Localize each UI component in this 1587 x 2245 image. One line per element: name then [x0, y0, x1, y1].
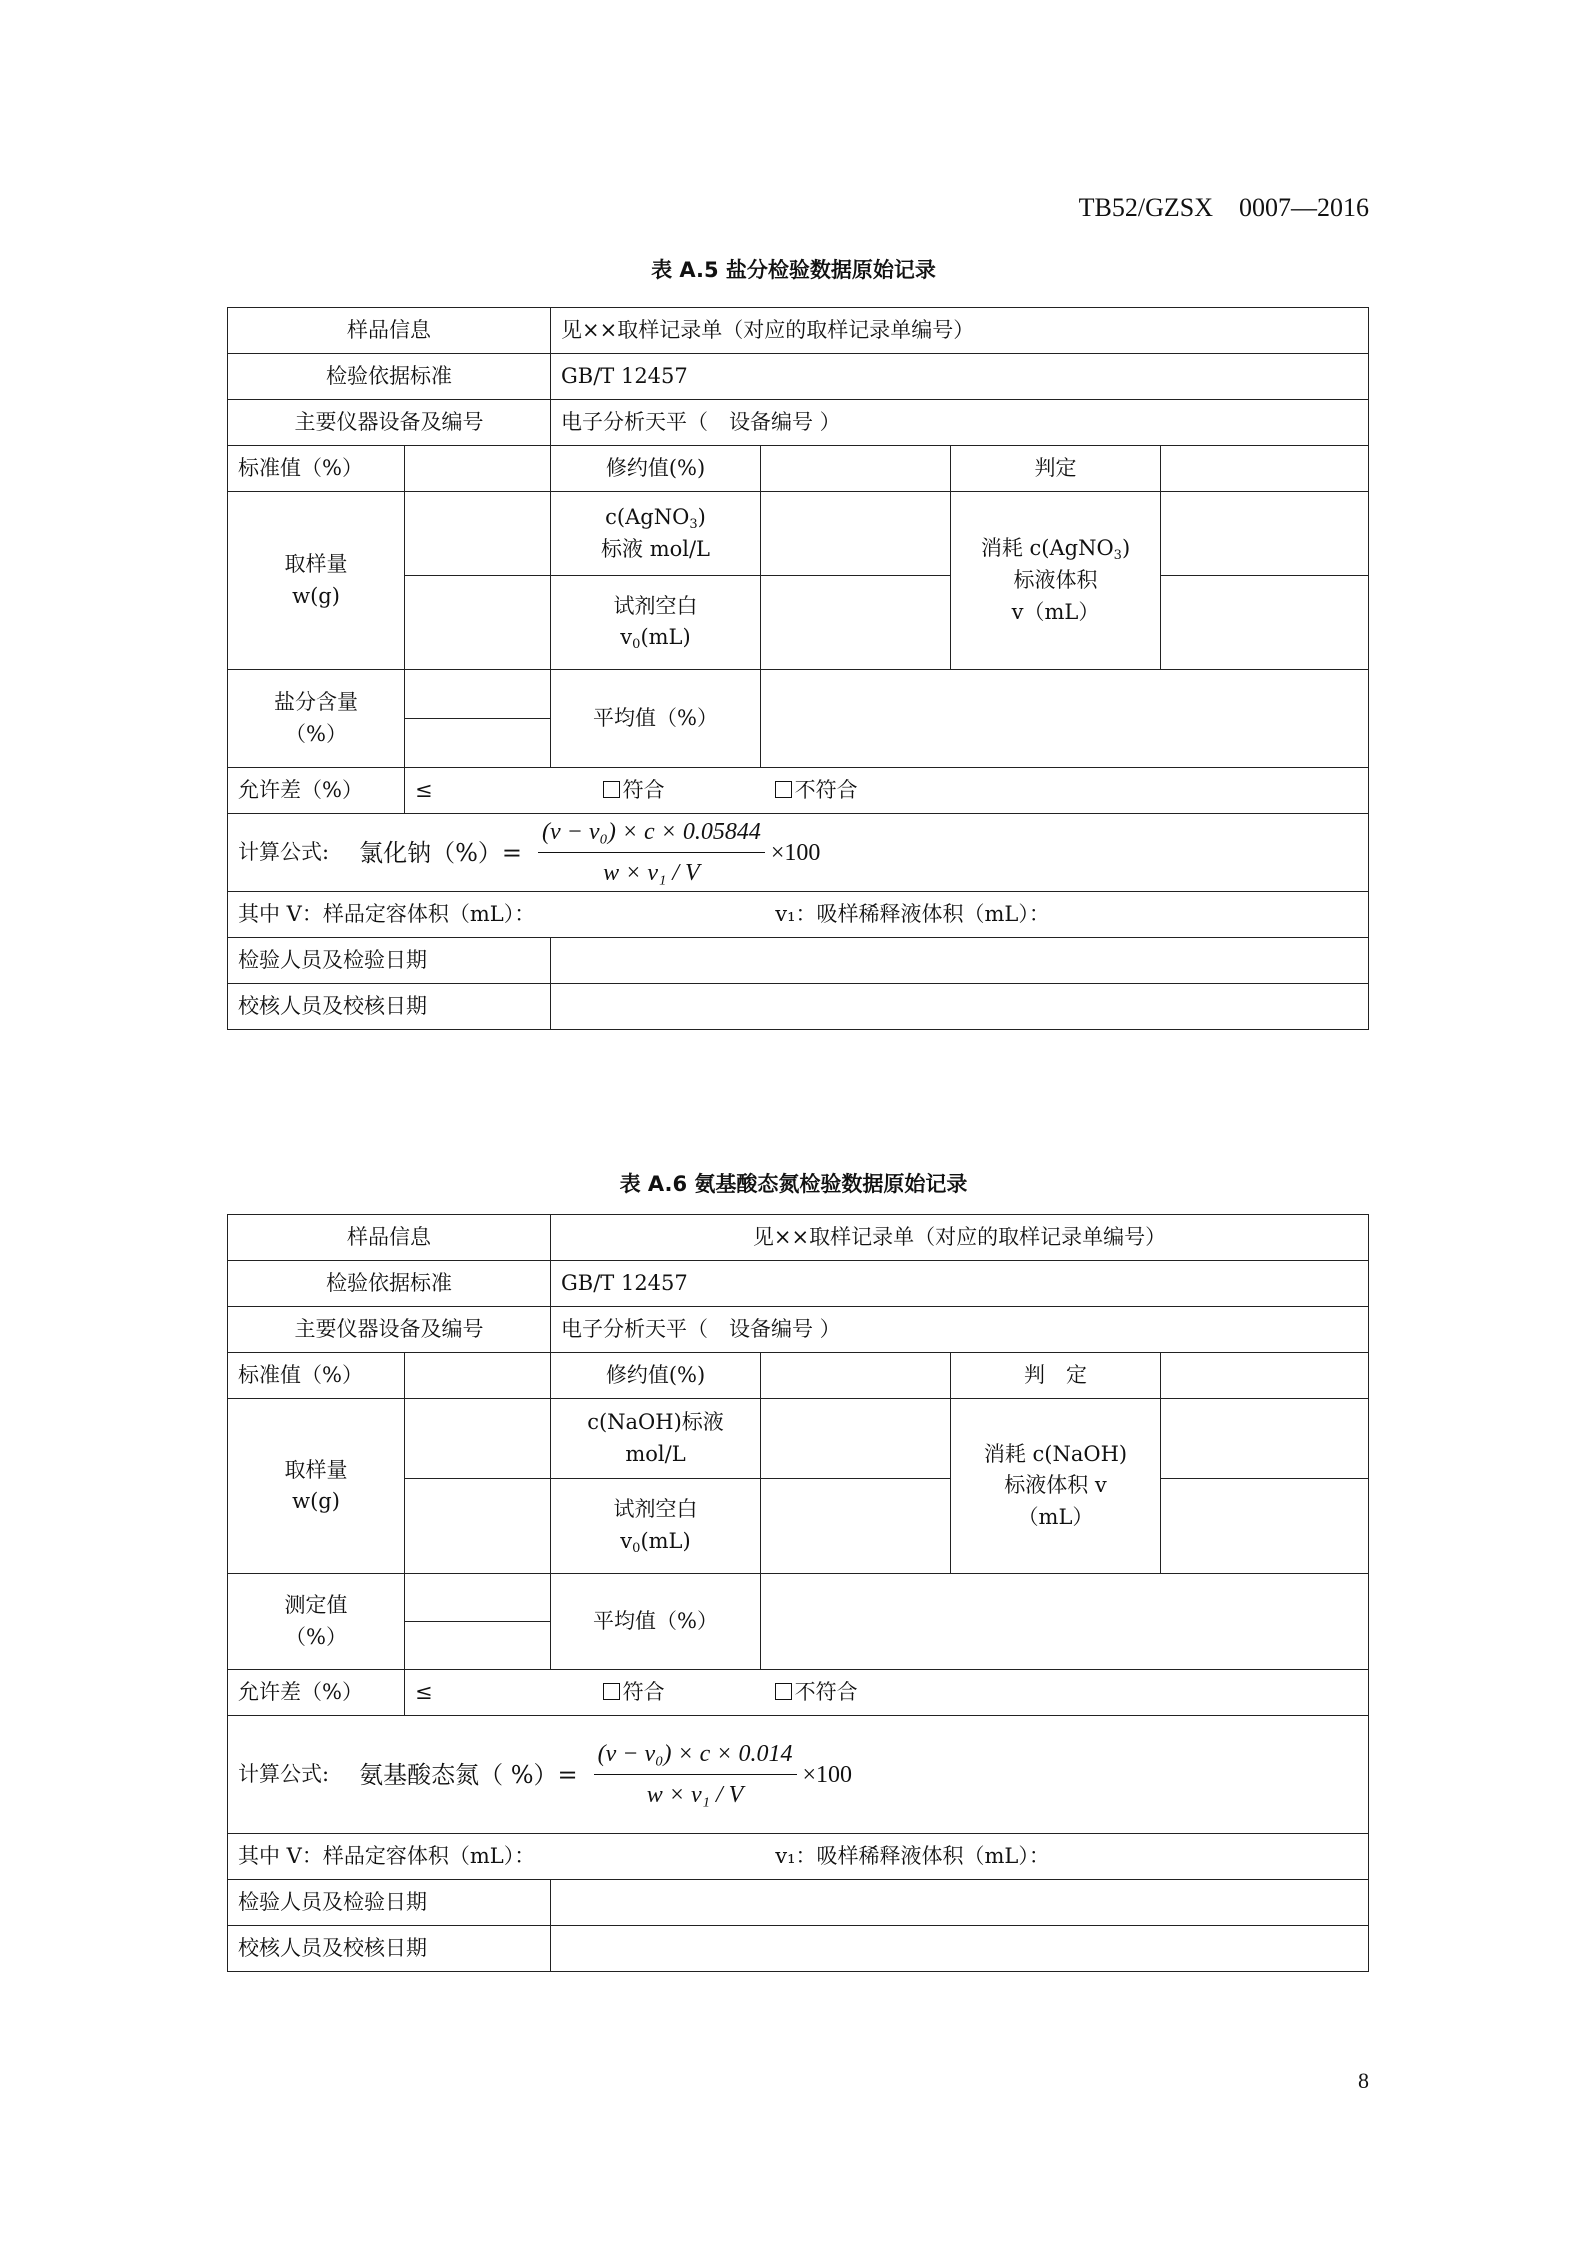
content-value-cell-1[interactable] — [405, 1574, 551, 1622]
average-value-cell[interactable] — [761, 1574, 1369, 1670]
blank-label-line1: 试剂空白 — [613, 593, 698, 618]
blank-value-cell[interactable] — [761, 1479, 951, 1574]
conc-value-cell[interactable] — [761, 492, 951, 576]
content-label-line2: （%） — [285, 721, 347, 746]
consume-value-cell-2[interactable] — [1161, 1479, 1369, 1574]
where-v-label: 其中 V：样品定容体积（mL）： — [238, 1843, 536, 1868]
sample-info-value: 见××取样记录单（对应的取样记录单编号） — [551, 1215, 1369, 1261]
table-a5-caption: 表 A.5 盐分检验数据原始记录 — [651, 258, 936, 282]
conc-value-cell[interactable] — [761, 1399, 951, 1479]
formula-label: 计算公式: — [238, 1761, 330, 1786]
conc-label-part2: ) — [697, 504, 706, 529]
rounded-label: 修约值(%) — [551, 1353, 761, 1399]
consume-label-part1: 消耗 c(AgNO — [980, 535, 1114, 560]
average-value-cell[interactable] — [761, 670, 1369, 768]
formula-name: 氨基酸态氮（ %）= — [359, 1760, 578, 1789]
basis-label: 检验依据标准 — [228, 354, 551, 400]
blank-label-unit: (mL) — [640, 625, 691, 649]
checker-value-cell[interactable] — [551, 984, 1369, 1030]
conc-label-part1: c(AgNO — [605, 504, 690, 529]
standard-value-cell[interactable] — [405, 446, 551, 492]
tolerance-row — [405, 1670, 1369, 1716]
formula-cell — [228, 1716, 1369, 1834]
formula — [238, 814, 1358, 891]
document-code: TB52/GZSX 0007—2016 — [1078, 193, 1369, 222]
consume-label-part2: ) — [1121, 535, 1131, 560]
conc-label-line1: c(NaOH)标液 — [587, 1410, 724, 1434]
sample-qty-label — [228, 1399, 405, 1574]
conform-label: 符合 — [622, 1679, 665, 1704]
formula-fraction — [538, 814, 765, 891]
conc-label-sub: 3 — [689, 516, 698, 532]
where-v1-label: ：吸样稀释液体积（mL）： — [795, 1843, 1050, 1868]
sample-qty-label-line1: 取样量 — [284, 1457, 348, 1482]
table-a5 — [227, 307, 1369, 1030]
where-v1-symbol: v₁ — [775, 901, 796, 926]
blank-value-cell[interactable] — [761, 576, 951, 670]
consume-value-cell-1[interactable] — [1161, 1399, 1369, 1479]
tolerance-row — [405, 768, 1369, 814]
not-conform-label: 不符合 — [794, 777, 858, 802]
sample-info-label: 样品信息 — [228, 1215, 551, 1261]
inspector-label: 检验人员及检验日期 — [228, 1880, 551, 1926]
average-label: 平均值（%） — [551, 1574, 761, 1670]
sample-qty-label-line2: w(g) — [292, 583, 340, 608]
standard-value-cell[interactable] — [405, 1353, 551, 1399]
standard-label: 标准值（%） — [228, 446, 405, 492]
formula-denominator: w × v₁ / V — [603, 860, 700, 886]
where-v1-label: ：吸样稀释液体积（mL）： — [795, 901, 1050, 926]
tolerance-label: 允许差（%） — [228, 1670, 405, 1716]
blank-label-v: v — [620, 625, 633, 649]
where-v1-symbol: v₁ — [775, 1843, 796, 1868]
conc-label-unit: 标液 mol/L — [601, 537, 710, 561]
blank-label — [551, 1479, 761, 1574]
blank-label-sub: 0 — [632, 1540, 641, 1556]
instrument-value: 电子分析天平（ 设备编号 ） — [551, 1307, 1369, 1353]
consume-label-sub: 3 — [1113, 547, 1122, 563]
content-label-line1: 测定值 — [284, 1593, 348, 1617]
not-conform-checkbox[interactable] — [775, 781, 792, 798]
inspector-value-cell[interactable] — [551, 1880, 1369, 1926]
sample-qty-cell-1[interactable] — [405, 492, 551, 576]
not-conform-checkbox[interactable] — [775, 1683, 792, 1700]
formula-cell — [228, 814, 1369, 892]
blank-label-unit: (mL) — [640, 1528, 691, 1553]
consume-label — [951, 1399, 1161, 1574]
sample-qty-cell-1[interactable] — [405, 1399, 551, 1479]
where-row — [228, 1834, 1369, 1880]
formula — [238, 1736, 1358, 1813]
sample-qty-label — [228, 492, 405, 670]
formula-tail: ×100 — [770, 839, 821, 866]
rounded-value-cell[interactable] — [761, 1353, 951, 1399]
judge-label: 判定 — [951, 446, 1161, 492]
consume-label-line3: （mL） — [1017, 1504, 1094, 1529]
sample-info-value: 见××取样记录单（对应的取样记录单编号） — [551, 308, 1369, 354]
conform-label: 符合 — [622, 777, 665, 802]
inspector-label: 检验人员及检验日期 — [228, 938, 551, 984]
conc-label — [551, 1399, 761, 1479]
formula-numerator: (v − v₀) × c × 0.05844 — [538, 814, 765, 853]
content-label — [228, 1574, 405, 1670]
formula-denominator: w × v₁ / V — [646, 1782, 744, 1808]
instrument-label: 主要仪器设备及编号 — [228, 400, 551, 446]
basis-value: GB/T 12457 — [551, 1261, 1369, 1307]
judge-value-cell[interactable] — [1161, 1353, 1369, 1399]
instrument-label: 主要仪器设备及编号 — [228, 1307, 551, 1353]
blank-label — [551, 576, 761, 670]
consume-label-line2: 标液体积 v — [1004, 1473, 1107, 1498]
basis-value: GB/T 12457 — [551, 354, 1369, 400]
basis-label: 检验依据标准 — [228, 1261, 551, 1307]
content-value-cell-1[interactable] — [405, 670, 551, 719]
content-label — [228, 670, 405, 768]
average-label: 平均值（%） — [551, 670, 761, 768]
formula-tail: ×100 — [802, 1761, 853, 1788]
conform-checkbox[interactable] — [603, 781, 620, 798]
conc-label-line2: mol/L — [625, 1441, 686, 1466]
consume-label-line1: 消耗 c(NaOH) — [983, 1441, 1128, 1466]
content-value-cell-2[interactable] — [405, 1622, 551, 1670]
formula-name: 氯化钠（%）= — [359, 838, 522, 867]
page-number: 8 — [1358, 2068, 1369, 2093]
not-conform-label: 不符合 — [794, 1679, 858, 1704]
formula-fraction — [594, 1736, 797, 1813]
consume-label-line2: 标液体积 — [1013, 568, 1098, 593]
content-value-cell-2[interactable] — [405, 719, 551, 768]
judge-label: 判 定 — [951, 1353, 1161, 1399]
tolerance-sign: ≤ — [415, 1679, 433, 1704]
instrument-value: 电子分析天平（ 设备编号 ） — [551, 400, 1369, 446]
rounded-label: 修约值(%) — [551, 446, 761, 492]
consume-value-cell-1[interactable] — [1161, 492, 1369, 576]
checker-label: 校核人员及校核日期 — [228, 1926, 551, 1972]
conform-checkbox[interactable] — [603, 1683, 620, 1700]
where-v-label: 其中 V：样品定容体积（mL）： — [238, 901, 536, 926]
rounded-value-cell[interactable] — [761, 446, 951, 492]
consume-label-line3: v（mL） — [1011, 599, 1100, 624]
checker-label: 校核人员及校核日期 — [228, 984, 551, 1030]
sample-qty-cell-2[interactable] — [405, 576, 551, 670]
sample-qty-cell-2[interactable] — [405, 1479, 551, 1574]
sample-qty-label-line2: w(g) — [292, 1489, 340, 1513]
where-row — [228, 892, 1369, 938]
standard-label: 标准值（%） — [228, 1353, 405, 1399]
blank-label-v: v — [620, 1528, 633, 1553]
consume-value-cell-2[interactable] — [1161, 576, 1369, 670]
sample-qty-label-line1: 取样量 — [284, 552, 348, 576]
formula-numerator: (v − v₀) × c × 0.014 — [594, 1736, 797, 1775]
judge-value-cell[interactable] — [1161, 446, 1369, 492]
sample-info-label: 样品信息 — [228, 308, 551, 354]
tolerance-label: 允许差（%） — [228, 768, 405, 814]
blank-label-sub: 0 — [632, 637, 641, 652]
checker-value-cell[interactable] — [551, 1926, 1369, 1972]
blank-label-line1: 试剂空白 — [613, 1497, 698, 1521]
content-label-line2: （%） — [285, 1624, 347, 1649]
content-label-line1: 盐分含量 — [274, 690, 358, 714]
tolerance-sign: ≤ — [415, 777, 433, 802]
table-a6 — [227, 1214, 1369, 1972]
formula-label: 计算公式: — [238, 839, 330, 864]
consume-label — [951, 492, 1161, 670]
conc-label — [551, 492, 761, 576]
inspector-value-cell[interactable] — [551, 938, 1369, 984]
table-a6-caption: 表 A.6 氨基酸态氮检验数据原始记录 — [619, 1172, 968, 1196]
